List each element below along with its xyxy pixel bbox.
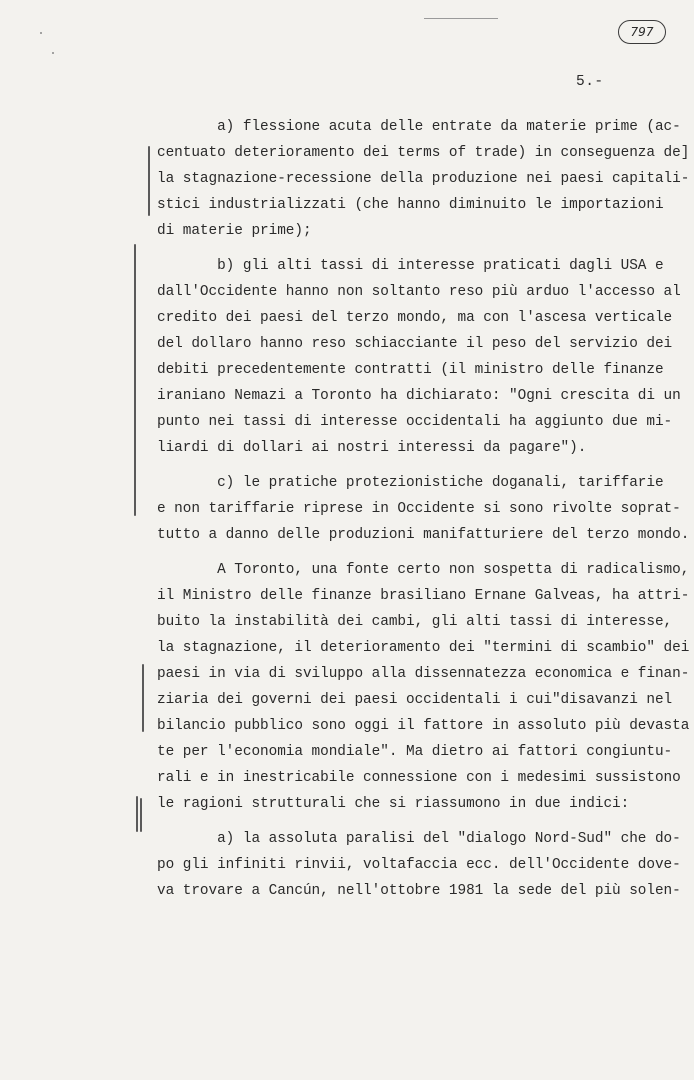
- text-line: del dollaro hanno reso schiacciante il peso del servizio dei: [157, 336, 673, 352]
- text-line: stici industrializzati (che hanno diminuito le importazioni: [157, 197, 664, 213]
- text-line: [157, 461, 677, 470]
- text-line: di materie prime);: [157, 223, 312, 239]
- text-line: tutto a danno delle produzioni manifatturiere del terzo mondo.: [157, 527, 690, 543]
- text-line: dall'Occidente hanno non soltanto reso più arduo l'accesso al: [157, 284, 681, 300]
- text-line: [157, 548, 677, 557]
- top-rule: [424, 18, 498, 19]
- text-line: buito la instabilità dei cambi, gli alti tassi di interesse,: [157, 614, 673, 630]
- text-line: b) gli alti tassi di interesse praticati dagli USA e: [157, 258, 664, 274]
- text-line: debiti precedentemente contratti (il ministro delle finanze: [157, 362, 664, 378]
- text-line: bilancio pubblico sono oggi il fattore in assoluto più devasta: [157, 718, 690, 734]
- text-line: le ragioni strutturali che si riassumono in due indici:: [157, 796, 630, 812]
- text-line: [157, 817, 677, 826]
- text-line: centuato deterioramento dei terms of trade) in conseguenza de]: [157, 145, 690, 161]
- text-line: va trovare a Cancún, nell'ottobre 1981 la sede del più solen-: [157, 883, 681, 899]
- text-line: A Toronto, una fonte certo non sospetta di radicalismo,: [157, 562, 690, 578]
- margin-mark-3: [142, 664, 144, 732]
- text-line: a) la assoluta paralisi del "dialogo Nord-Sud" che do-: [157, 831, 681, 847]
- text-line: la stagnazione-recessione della produzione nei paesi capitali-: [157, 171, 690, 187]
- document-body: [157, 114, 690, 904]
- text-line: la stagnazione, il deterioramento dei "termini di scambio" dei: [157, 640, 690, 656]
- margin-mark-4: [136, 796, 138, 832]
- text-line: rali e in inestricabile connessione con i medesimi sussistono: [157, 770, 681, 786]
- text-line: e non tariffarie riprese in Occidente si sono rivolte soprat-: [157, 501, 681, 517]
- archive-number-stamp: 797: [618, 20, 666, 44]
- page-number: 5.-: [576, 74, 604, 90]
- text-line: te per l'economia mondiale". Ma dietro ai fattori congiuntu-: [157, 744, 673, 760]
- margin-mark-5: [140, 798, 142, 832]
- text-line: liardi di dollari ai nostri interessi da pagare").: [157, 440, 587, 456]
- margin-mark-1: [148, 146, 150, 216]
- text-line: a) flessione acuta delle entrate da materie prime (ac-: [157, 119, 681, 135]
- speck: [52, 52, 54, 54]
- text-line: punto nei tassi di interesse occidentali ha aggiunto due mi-: [157, 414, 673, 430]
- text-line: po gli infiniti rinvii, voltafaccia ecc. dell'Occidente dove-: [157, 857, 681, 873]
- text-line: ziaria dei governi dei paesi occidentali i cui"disavanzi nel: [157, 692, 673, 708]
- text-line: iraniano Nemazi a Toronto ha dichiarato: "Ogni crescita di un: [157, 388, 681, 404]
- text-line: c) le pratiche protezionistiche doganali, tariffarie: [157, 475, 664, 491]
- margin-mark-2: [134, 244, 136, 516]
- text-line: paesi in via di sviluppo alla dissennatezza economica e finan-: [157, 666, 690, 682]
- text-line: [157, 244, 677, 253]
- text-line: credito dei paesi del terzo mondo, ma con l'ascesa verticale: [157, 310, 673, 326]
- text-line: il Ministro delle finanze brasiliano Ernane Galveas, ha attri-: [157, 588, 690, 604]
- speck: [40, 32, 42, 34]
